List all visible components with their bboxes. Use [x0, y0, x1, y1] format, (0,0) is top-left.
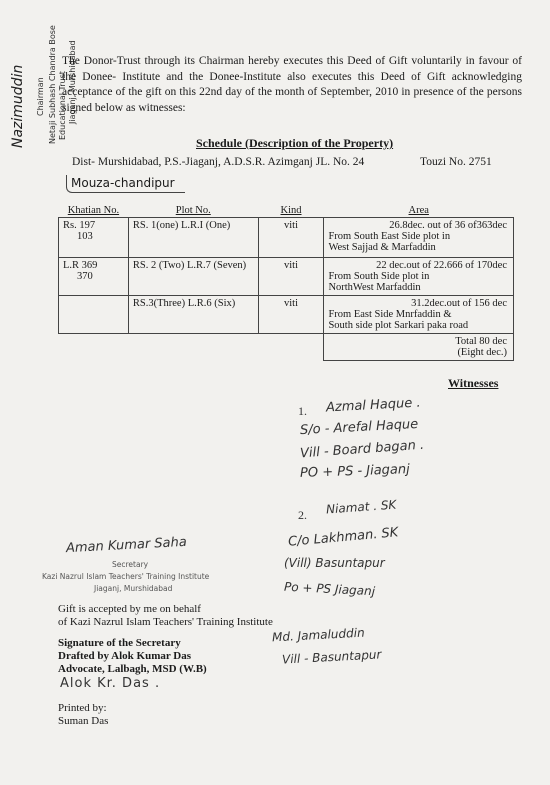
table-row — [59, 218, 514, 258]
witness-2-village: (Vill) Basuntapur — [284, 556, 385, 570]
khatian-cell — [59, 296, 129, 334]
area-first: 26.8dec. out of 36 of363dec — [389, 220, 507, 231]
witness-2-post: Po + PS Jiaganj — [283, 579, 376, 599]
total-value: Total 80 dec — [455, 336, 507, 347]
witness-2-number: 2. — [298, 508, 307, 522]
drafted-line: Signature of the Secretary — [58, 637, 181, 649]
kind-cell: viti — [258, 218, 324, 258]
deed-paragraph: The Donor-Trust through its Chairman hereby executes this Deed of Gift voluntarily in favour of the Donee- Institute and the Donee-Institute also executes this Deed of Gift acknowledging acceptance of the gift on this 22nd day of the month of September, 2010 in presence of the persons signed below as witnesses: — [62, 55, 522, 114]
area-line: From South Side plot in — [328, 271, 430, 282]
secretary-stamp-line: Kazi Nazrul Islam Teachers' Training Institute — [42, 572, 210, 581]
header-plot: Plot No. — [128, 204, 258, 218]
stamp-line: Netaji Subhash Chandra Bose — [48, 25, 57, 144]
plot-cell: RS. 1(one) L.R.I (One) — [128, 218, 258, 258]
touzi-number: Touzi No. 2751 — [420, 156, 492, 168]
witness-1-parent: S/o - Arefal Haque — [299, 416, 419, 439]
stamp-line: Jiaganj, Murshidabad — [68, 40, 77, 124]
acceptance-line: of Kazi Nazrul Islam Teachers' Training Institute — [58, 616, 273, 628]
table-row — [59, 296, 514, 334]
area-line: West Sajjad & Marfaddin — [328, 242, 436, 253]
chairman-signature: Nazimuddin — [10, 64, 26, 148]
total-cell — [324, 334, 514, 361]
plot-cell: RS.3(Three) L.R.6 (Six) — [128, 296, 258, 334]
area-first: 31.2dec.out of 156 dec — [411, 298, 507, 309]
header-area: Area — [324, 204, 514, 218]
table-row — [59, 258, 514, 296]
witness-1-number: 1. — [298, 404, 307, 418]
total-words: (Eight dec.) — [457, 347, 507, 358]
district-line: Dist- Murshidabad, P.S.-Jiaganj, A.D.S.R. Azimganj JL. No. 24 — [72, 156, 365, 168]
drafted-block — [58, 637, 207, 676]
khatian-cell — [59, 218, 129, 258]
khatian-cell — [59, 258, 129, 296]
printer-name: Suman Das — [58, 715, 109, 727]
witness-3-name: Md. Jamaluddin — [271, 625, 365, 645]
area-first: 22 dec.out of 22.666 of 170dec — [376, 260, 507, 271]
stamp-line: Chairman — [36, 77, 45, 116]
area-cell — [324, 296, 514, 334]
area-line: South side plot Sarkari paka road — [328, 320, 469, 331]
area-cell — [324, 218, 514, 258]
khatian-value: L.R 369 — [63, 260, 98, 271]
header-khatian: Khatian No. — [59, 204, 129, 218]
kind-cell: viti — [258, 258, 324, 296]
witnesses-heading: Witnesses — [448, 376, 499, 390]
total-row — [59, 334, 514, 361]
witness-1-name: Azmal Haque . — [325, 395, 421, 416]
witness-3-village: Vill - Basuntapur — [281, 647, 382, 667]
drafted-line: Drafted by Alok Kumar Das — [58, 650, 192, 662]
plot-cell: RS. 2 (Two) L.R.7 (Seven) — [128, 258, 258, 296]
witness-2-name: Niamat . SK — [325, 497, 397, 517]
khatian-value: Rs. 197 — [63, 220, 96, 231]
witness-2-parent: C/o Lakhman. SK — [287, 525, 399, 550]
area-line: From East Side Mnrfaddin & — [328, 309, 452, 320]
area-line: NorthWest Marfaddin — [328, 282, 421, 293]
area-line: From South East Side plot in — [328, 231, 451, 242]
header-kind: Kind — [258, 204, 324, 218]
khatian-value: 370 — [77, 271, 93, 282]
mouza-name: Mouza-chandipur — [66, 175, 185, 193]
property-table — [58, 204, 514, 361]
stamp-line: Educational Trust — [58, 71, 67, 140]
kind-cell: viti — [258, 296, 324, 334]
table-header-row — [59, 204, 514, 218]
schedule-title: Schedule (Description of the Property) — [196, 136, 394, 150]
witness-1-village: Vill - Board bagan . — [299, 437, 425, 462]
printed-by — [58, 702, 108, 728]
witness-1-post: PO + PS - Jiaganj — [299, 462, 410, 481]
secretary-stamp-line: Secretary — [112, 560, 149, 569]
secretary-stamp-line: Jiaganj, Murshidabad — [94, 584, 173, 593]
area-cell — [324, 258, 514, 296]
advocate-signature: Alok Kr. Das . — [60, 676, 161, 691]
acceptance-line: Gift is accepted by me on behalf — [58, 603, 201, 615]
printed-label: Printed by: — [58, 702, 107, 714]
khatian-value: 103 — [77, 231, 93, 242]
acceptance-text — [58, 603, 273, 629]
secretary-signature: Aman Kumar Saha — [65, 534, 188, 557]
drafted-line: Advocate, Lalbagh, MSD (W.B) — [58, 663, 207, 675]
